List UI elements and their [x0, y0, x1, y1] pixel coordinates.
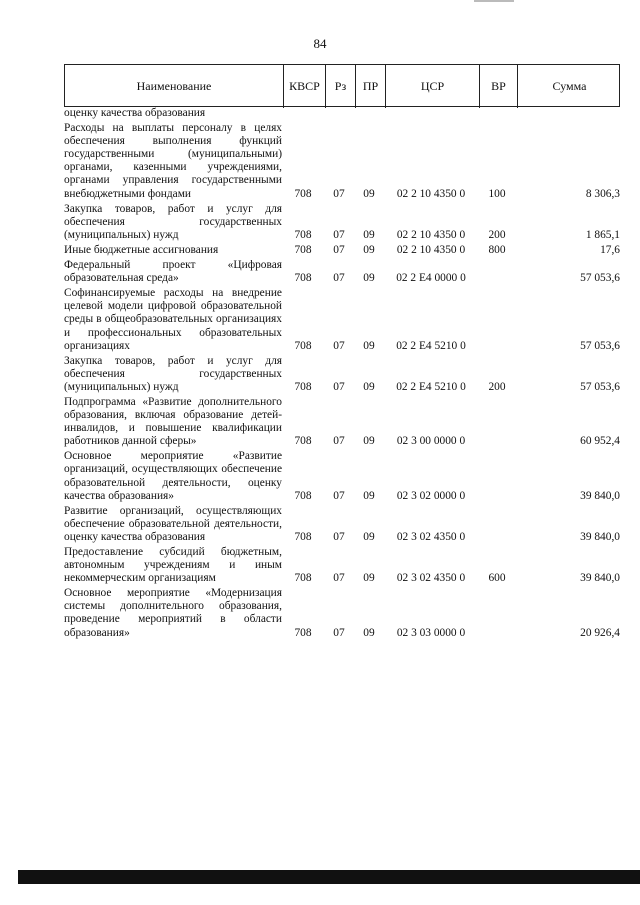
row-name: Закупка товаров, работ и услуг для обеспечения государственных (муниципальных) нужд [64, 354, 282, 393]
row-sum: 17,6 [600, 243, 620, 256]
row-pr: 09 [363, 572, 375, 585]
row-rz: 07 [333, 626, 345, 639]
row-csr: 02 2 E4 5210 0 [396, 380, 466, 393]
page-number: 84 [313, 36, 327, 51]
header-csr: ЦСР [385, 65, 479, 108]
row-rz [324, 107, 354, 122]
row-name: Подпрограмма «Развитие дополнительного образования, включая образование детей-инвалидов, и повышение квалификации работников данной сферы» [64, 395, 282, 448]
row-csr: 02 2 10 4350 0 [396, 187, 466, 200]
row-rz: 07 [333, 272, 345, 285]
row-sum: 57 053,6 [580, 380, 620, 393]
row-pr: 09 [363, 489, 375, 502]
row-vr: 200 [488, 380, 506, 393]
row-rz: 07 [333, 572, 345, 585]
scan-artifact-top [474, 0, 514, 2]
row-csr: 02 3 02 4350 0 [396, 530, 466, 543]
row-pr [354, 107, 384, 122]
row-csr: 02 3 00 0000 0 [396, 435, 466, 448]
row-vr [478, 287, 516, 354]
row-rz: 07 [333, 243, 345, 256]
row-name: Софинансируемые расходы на внедрение целевой модели цифровой образовательной среды в общеобразовательных организациях и профессиональных образовательных организациях [64, 287, 282, 352]
row-name: Федеральный проект «Цифровая образовательная среда» [64, 259, 282, 285]
row-sum: 60 952,4 [580, 435, 620, 448]
header-sum: Сумма [517, 65, 621, 108]
row-kvsr: 708 [294, 243, 312, 256]
row-name: Закупка товаров, работ и услуг для обеспечения государственных (муниципальных) нужд [64, 202, 282, 241]
budget-table [64, 107, 620, 642]
row-name: Иные бюджетные ассигнования [64, 243, 219, 256]
row-kvsr: 708 [294, 339, 312, 352]
row-csr: 02 3 03 0000 0 [396, 626, 466, 639]
table-row [64, 505, 620, 546]
row-vr [478, 505, 516, 546]
row-rz: 07 [333, 380, 345, 393]
row-csr: 02 2 10 4350 0 [396, 243, 466, 256]
row-rz: 07 [333, 530, 345, 543]
row-pr: 09 [363, 272, 375, 285]
row-sum: 57 053,6 [580, 339, 620, 352]
table-row [64, 107, 620, 122]
row-name: Основное мероприятие «Модернизация системы дополнительного образования, проведение мероприятий в области образования» [64, 587, 282, 639]
row-name: Предоставление субсидий бюджетным, автономным учреждениям и иным некоммерческим организациям [64, 546, 282, 585]
row-name: оценку качества образования [64, 107, 206, 119]
header-kvsr: КВСР [283, 65, 325, 108]
row-kvsr: 708 [294, 187, 312, 200]
row-sum [516, 107, 620, 122]
row-pr: 09 [363, 228, 375, 241]
table-row [64, 546, 620, 587]
row-pr: 09 [363, 243, 375, 256]
row-kvsr: 708 [294, 228, 312, 241]
table-row [64, 122, 620, 203]
row-vr: 800 [488, 243, 506, 256]
row-name: Развитие организаций, осуществляющих обеспечение образовательной деятельности, оценку качества образования [64, 504, 282, 543]
row-csr: 02 2 10 4350 0 [396, 228, 466, 241]
row-kvsr: 708 [294, 572, 312, 585]
row-csr: 02 2 E4 5210 0 [396, 339, 466, 352]
row-sum: 1 865,1 [585, 228, 620, 241]
row-csr: 02 2 E4 0000 0 [396, 272, 466, 285]
row-kvsr [282, 107, 324, 122]
row-vr: 600 [488, 572, 506, 585]
row-kvsr: 708 [294, 489, 312, 502]
row-sum: 39 840,0 [580, 530, 620, 543]
row-sum: 39 840,0 [580, 489, 620, 502]
row-name: Основное мероприятие «Развитие организаций, осуществляющих обеспечение образовательной деятельности, оценку качества образования» [64, 450, 282, 502]
row-csr: 02 3 02 0000 0 [396, 489, 466, 502]
row-rz: 07 [333, 187, 345, 200]
row-sum: 39 840,0 [580, 572, 620, 585]
table-row [64, 244, 620, 259]
row-vr [478, 396, 516, 450]
row-kvsr: 708 [294, 530, 312, 543]
table-header [64, 64, 620, 107]
row-vr [478, 587, 516, 641]
row-kvsr: 708 [294, 380, 312, 393]
table-row [64, 355, 620, 396]
row-sum: 20 926,4 [580, 626, 620, 639]
row-csr: 02 3 02 4350 0 [396, 572, 466, 585]
row-pr: 09 [363, 339, 375, 352]
table-row [64, 259, 620, 287]
row-pr: 09 [363, 530, 375, 543]
row-vr: 200 [488, 228, 506, 241]
scan-border-bottom [18, 870, 640, 884]
row-rz: 07 [333, 435, 345, 448]
row-vr [478, 450, 516, 504]
row-kvsr: 708 [294, 626, 312, 639]
table-row [64, 396, 620, 450]
header-pr: ПР [355, 65, 385, 108]
row-rz: 07 [333, 228, 345, 241]
header-name: Наименование [136, 79, 212, 93]
row-sum: 57 053,6 [580, 272, 620, 285]
row-rz: 07 [333, 489, 345, 502]
header-vr: ВР [479, 65, 517, 108]
table-row [64, 587, 620, 641]
table-row [64, 450, 620, 504]
row-pr: 09 [363, 187, 375, 200]
row-kvsr: 708 [294, 435, 312, 448]
header-rz: Рз [325, 65, 355, 108]
row-rz: 07 [333, 339, 345, 352]
row-pr: 09 [363, 380, 375, 393]
row-vr [478, 107, 516, 122]
row-pr: 09 [363, 435, 375, 448]
row-sum: 8 306,3 [585, 187, 620, 200]
row-name: Расходы на выплаты персоналу в целях обеспечения выполнения функций государственными (муниципальными) органами, казенными учреждениями, органами управления государственными внебюджетными фондами [64, 122, 282, 200]
row-pr: 09 [363, 626, 375, 639]
row-vr: 100 [488, 187, 506, 200]
row-vr [478, 259, 516, 287]
row-kvsr: 708 [294, 272, 312, 285]
table-row [64, 203, 620, 244]
table-row [64, 287, 620, 354]
row-csr [384, 107, 478, 122]
